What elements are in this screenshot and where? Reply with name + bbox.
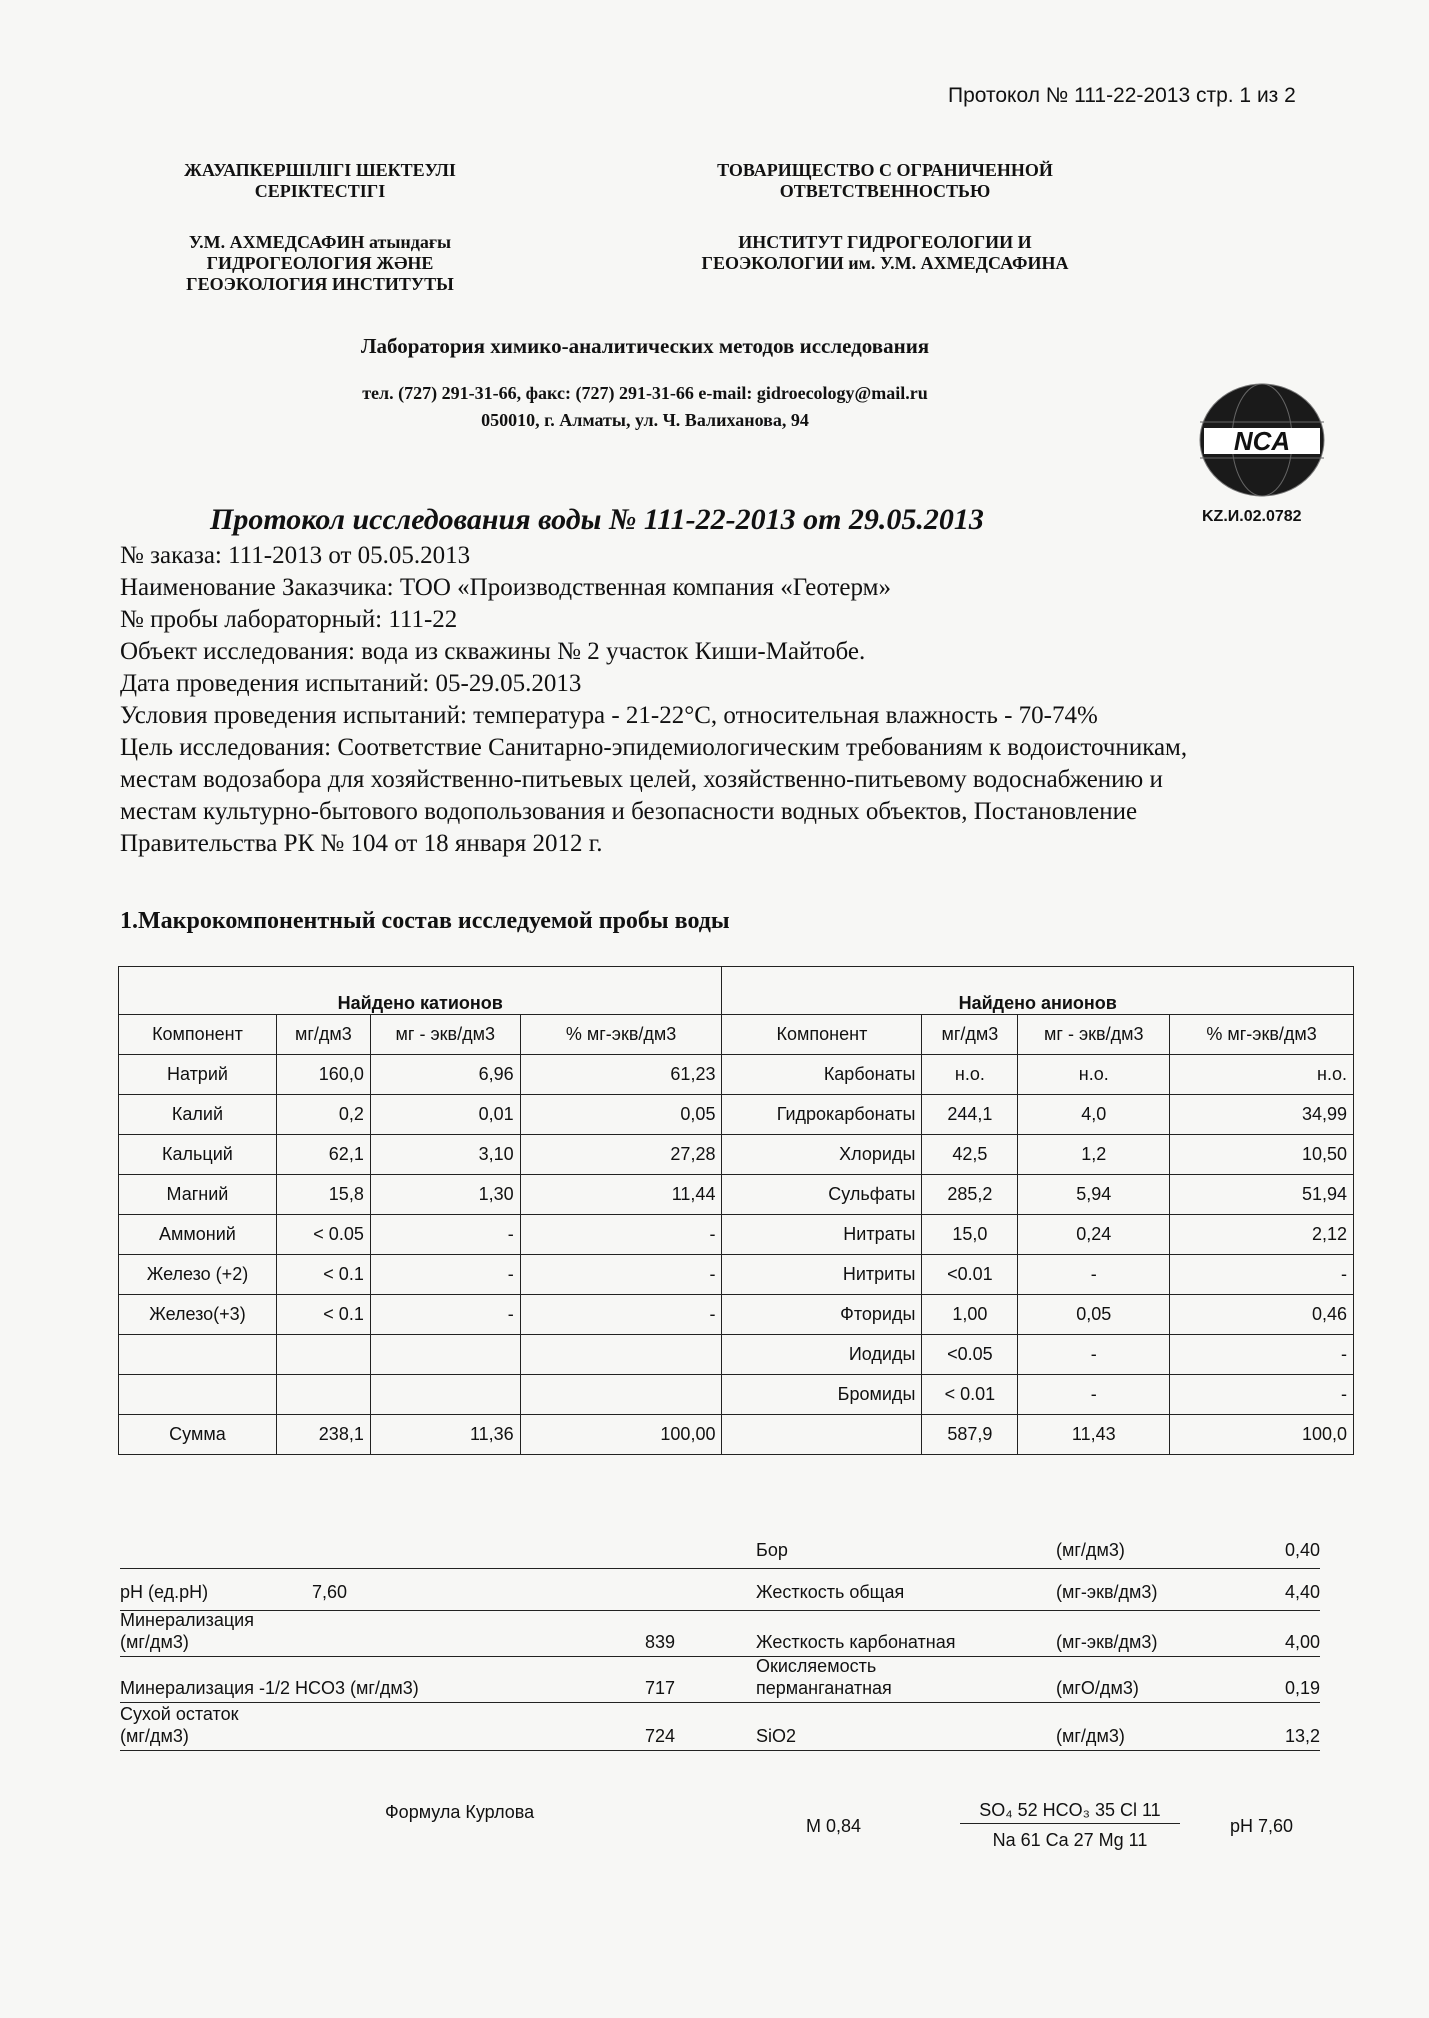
oxidability-label-2: перманганатная — [756, 1678, 892, 1698]
cation-cell: 238,1 — [276, 1415, 370, 1455]
cation-cell — [370, 1335, 520, 1375]
anion-cell: - — [1170, 1255, 1354, 1295]
table-row — [119, 1215, 1354, 1255]
anion-cell: 100,0 — [1170, 1415, 1354, 1455]
hardness-total-unit: (мг-экв/дм3) — [1056, 1582, 1158, 1602]
org-ru-institute: ИНСТИТУТ ГИДРОГЕОЛОГИИ И ГЕОЭКОЛОГИИ им. У.М. АХМЕДСАФИНА — [701, 232, 1069, 273]
org-ru-name: ТОВАРИЩЕСТВО С ОГРАНИЧЕННОЙ ОТВЕТСТВЕННОСТЬЮ — [717, 160, 1053, 201]
table-row — [119, 1375, 1354, 1415]
anion-cell: Гидрокарбонаты — [722, 1095, 922, 1135]
cation-cell — [119, 1335, 277, 1375]
dry-residue-unit: (мг/дм3) — [120, 1726, 189, 1746]
cation-cell: Железо (+2) — [119, 1255, 277, 1295]
anion-cell: 244,1 — [922, 1095, 1018, 1135]
anion-cell: 10,50 — [1170, 1135, 1354, 1175]
anion-cell: 0,05 — [1018, 1295, 1170, 1335]
cation-cell: 160,0 — [276, 1055, 370, 1095]
anion-cell: н.о. — [922, 1055, 1018, 1095]
hardness-carbonate-unit: (мг-экв/дм3) — [1056, 1632, 1158, 1652]
purpose-line-2: местам водозабора для хозяйственно-питьевых целей, хозяйственно-питьевому водоснабжению и — [120, 766, 1163, 793]
sio2-value: 13,2 — [1284, 1726, 1320, 1746]
anions-title: Найдено анионов — [722, 967, 1354, 1015]
anion-cell: 4,0 — [1018, 1095, 1170, 1135]
hardness-total-value: 4,40 — [1284, 1582, 1320, 1602]
bor-value: 0,40 — [1284, 1540, 1320, 1560]
table-row — [119, 1135, 1354, 1175]
cation-header-meq: мг - экв/дм3 — [370, 1015, 520, 1055]
mineralization-value: 839 — [645, 1632, 676, 1652]
anion-header-meq: мг - экв/дм3 — [1018, 1015, 1170, 1055]
anion-cell: Нитриты — [722, 1255, 922, 1295]
anion-cell: 42,5 — [922, 1135, 1018, 1175]
anion-cell: < 0.01 — [922, 1375, 1018, 1415]
row-mineralization — [120, 1610, 1320, 1657]
cation-cell: - — [370, 1255, 520, 1295]
mineralization-half-label: Минерализация -1/2 HCO3 (мг/дм3) — [120, 1678, 419, 1698]
cation-cell: < 0.1 — [276, 1255, 370, 1295]
cation-cell: 0,01 — [370, 1095, 520, 1135]
logo-text: NCA — [1233, 426, 1291, 456]
anion-cell: Нитраты — [722, 1215, 922, 1255]
cation-cell: 6,96 — [370, 1055, 520, 1095]
lab-name: Лаборатория химико-аналитических методов исследования — [360, 334, 930, 358]
table-row — [119, 1095, 1354, 1135]
cation-cell: - — [520, 1215, 722, 1255]
test-dates: Дата проведения испытаний: 05-29.05.2013 — [120, 670, 582, 697]
cation-cell: 11,36 — [370, 1415, 520, 1455]
purpose-line-3: местам культурно-бытового водопользования и безопасности водных объектов, Постановление — [120, 798, 1138, 825]
anion-cell: 5,94 — [1018, 1175, 1170, 1215]
oxidability-unit: (мгО/дм3) — [1056, 1678, 1139, 1698]
anion-cell: 34,99 — [1170, 1095, 1354, 1135]
cation-cell: 62,1 — [276, 1135, 370, 1175]
protocol-title: Протокол исследования воды № 111-22-2013 от 29.05.2013 — [210, 503, 984, 536]
cations-title: Найдено катионов — [119, 967, 722, 1015]
anion-cell: 0,46 — [1170, 1295, 1354, 1335]
anion-cell: Сульфаты — [722, 1175, 922, 1215]
hardness-carbonate-label: Жесткость карбонатная — [756, 1632, 956, 1652]
cation-cell: 15,8 — [276, 1175, 370, 1215]
row-ph — [120, 1568, 1320, 1611]
anion-cell: 587,9 — [922, 1415, 1018, 1455]
anion-cell: 11,43 — [1018, 1415, 1170, 1455]
anion-header-pct: % мг-экв/дм3 — [1170, 1015, 1354, 1055]
order-number: № заказа: 111-2013 от 05.05.2013 — [120, 542, 471, 569]
anion-cell: 2,12 — [1170, 1215, 1354, 1255]
anion-cell: <0.01 — [922, 1255, 1018, 1295]
nca-logo — [1192, 380, 1332, 500]
cation-cell: < 0.05 — [276, 1215, 370, 1255]
cation-cell: Магний — [119, 1175, 277, 1215]
sio2-label: SiO2 — [756, 1726, 797, 1746]
cation-cell: - — [370, 1215, 520, 1255]
cation-cell: - — [520, 1295, 722, 1335]
mineralization-label: Минерализация — [120, 1610, 254, 1630]
globe-icon — [1192, 380, 1332, 500]
cation-cell: - — [370, 1295, 520, 1335]
mineralization-unit: (мг/дм3) — [120, 1632, 189, 1652]
test-conditions: Условия проведения испытаний: температура - 21-22°С, относительная влажность - 70-74% — [120, 702, 1098, 729]
cation-header-component: Компонент — [119, 1015, 277, 1055]
cation-cell — [119, 1375, 277, 1415]
cation-cell: Кальций — [119, 1135, 277, 1175]
anion-cell: 15,0 — [922, 1215, 1018, 1255]
cation-header-pct: % мг-экв/дм3 — [520, 1015, 722, 1055]
org-kz-name: ЖАУАПКЕРШІЛІГІ ШЕКТЕУЛІ СЕРІКТЕСТІГІ — [184, 160, 456, 201]
bor-label: Бор — [756, 1540, 788, 1560]
anion-cell: Бромиды — [722, 1375, 922, 1415]
table-row — [119, 1415, 1354, 1455]
customer-name: Наименование Заказчика: ТОО «Производственная компания «Геотерм» — [120, 574, 891, 601]
cation-cell — [370, 1375, 520, 1415]
cation-cell — [276, 1375, 370, 1415]
anion-header-component: Компонент — [722, 1015, 922, 1055]
cation-cell: 0,05 — [520, 1095, 722, 1135]
dry-residue-label: Сухой остаток — [120, 1704, 239, 1724]
cation-cell: Железо(+3) — [119, 1295, 277, 1335]
accreditation-number: KZ.И.02.0782 — [1202, 508, 1302, 525]
anion-cell: 1,00 — [922, 1295, 1018, 1335]
table-row — [119, 1055, 1354, 1095]
research-object: Объект исследования: вода из скважины № 2 участок Киши-Майтобе. — [120, 638, 866, 665]
anion-cell: 1,2 — [1018, 1135, 1170, 1175]
cation-cell: Сумма — [119, 1415, 277, 1455]
oxidability-value: 0,19 — [1284, 1678, 1320, 1698]
table-row — [119, 1175, 1354, 1215]
cation-cell: Калий — [119, 1095, 277, 1135]
anion-cell: - — [1018, 1375, 1170, 1415]
dry-residue-value: 724 — [645, 1726, 676, 1746]
anion-cell: 51,94 — [1170, 1175, 1354, 1215]
anion-cell: Хлориды — [722, 1135, 922, 1175]
cation-cell: Аммоний — [119, 1215, 277, 1255]
table-row — [119, 1295, 1354, 1335]
anion-cell: - — [1018, 1255, 1170, 1295]
cation-cell: 3,10 — [370, 1135, 520, 1175]
cation-cell: 27,28 — [520, 1135, 722, 1175]
cation-cell — [276, 1335, 370, 1375]
cation-header-mg: мг/дм3 — [276, 1015, 370, 1055]
anion-cell: Иодиды — [722, 1335, 922, 1375]
macro-table — [118, 966, 1354, 1455]
kurlov-numerator: SO₄ 52 HCO₃ 35 Cl 11 — [960, 1800, 1180, 1824]
sio2-unit: (мг/дм3) — [1056, 1726, 1125, 1746]
lab-contacts: тел. (727) 291-31-66, факс: (727) 291-31-66 e-mail: gidroecology@mail.ru — [362, 383, 928, 403]
mineralization-half-value: 717 — [645, 1678, 676, 1698]
anion-cell — [722, 1415, 922, 1455]
table-row — [119, 1335, 1354, 1375]
cation-cell: 0,2 — [276, 1095, 370, 1135]
page-header: Протокол № 111-22-2013 стр. 1 из 2 — [948, 84, 1296, 107]
hardness-total-label: Жесткость общая — [756, 1582, 905, 1602]
row-mineralization-half — [120, 1656, 1320, 1703]
cation-cell: - — [520, 1255, 722, 1295]
anion-cell: <0.05 — [922, 1335, 1018, 1375]
purpose-line-4: Правительства РК № 104 от 18 января 2012 г. — [120, 830, 603, 857]
hardness-carbonate-value: 4,00 — [1284, 1632, 1320, 1652]
oxidability-label: Окисляемость — [756, 1656, 877, 1676]
anion-cell: - — [1170, 1335, 1354, 1375]
bor-unit: (мг/дм3) — [1056, 1540, 1125, 1560]
anion-cell: н.о. — [1018, 1055, 1170, 1095]
kurlov-m: М 0,84 — [806, 1816, 862, 1836]
cation-cell — [520, 1335, 722, 1375]
cation-cell: 11,44 — [520, 1175, 722, 1215]
row-dry-residue — [120, 1702, 1320, 1751]
section-title: 1.Макрокомпонентный состав исследуемой пробы воды — [120, 908, 730, 934]
anion-cell: Карбонаты — [722, 1055, 922, 1095]
table-row — [119, 1255, 1354, 1295]
cation-cell: Натрий — [119, 1055, 277, 1095]
lab-address: 050010, г. Алматы, ул. Ч. Валиханова, 94 — [481, 410, 809, 430]
anion-cell: - — [1018, 1335, 1170, 1375]
cation-cell: 61,23 — [520, 1055, 722, 1095]
sample-number: № пробы лабораторный: 111-22 — [120, 606, 458, 633]
ph-value: 7,60 — [312, 1582, 348, 1602]
org-kz-institute: У.М. АХМЕДСАФИН атындағы ГИДРОГЕОЛОГИЯ ЖӘНЕ ГЕОЭКОЛОГИЯ ИНСТИТУТЫ — [186, 232, 454, 294]
cation-cell — [520, 1375, 722, 1415]
ph-label: pH (ед.pH) — [120, 1582, 209, 1602]
kurlov-denominator: Na 61 Ca 27 Mg 11 — [992, 1830, 1148, 1850]
anion-cell: 0,24 — [1018, 1215, 1170, 1255]
cation-cell: < 0.1 — [276, 1295, 370, 1335]
kurlov-ph: pH 7,60 — [1230, 1816, 1294, 1836]
cation-cell: 100,00 — [520, 1415, 722, 1455]
kurlov-label: Формула Курлова — [385, 1802, 535, 1822]
purpose-line-1: Цель исследования: Соответствие Санитарно-эпидемиологическим требованиям к водоисточникам, — [120, 734, 1188, 761]
anion-cell: н.о. — [1170, 1055, 1354, 1095]
anion-header-mg: мг/дм3 — [922, 1015, 1018, 1055]
anion-cell: 285,2 — [922, 1175, 1018, 1215]
anion-cell: - — [1170, 1375, 1354, 1415]
row-bor — [120, 1526, 1320, 1569]
cation-cell: 1,30 — [370, 1175, 520, 1215]
anion-cell: Фториды — [722, 1295, 922, 1335]
